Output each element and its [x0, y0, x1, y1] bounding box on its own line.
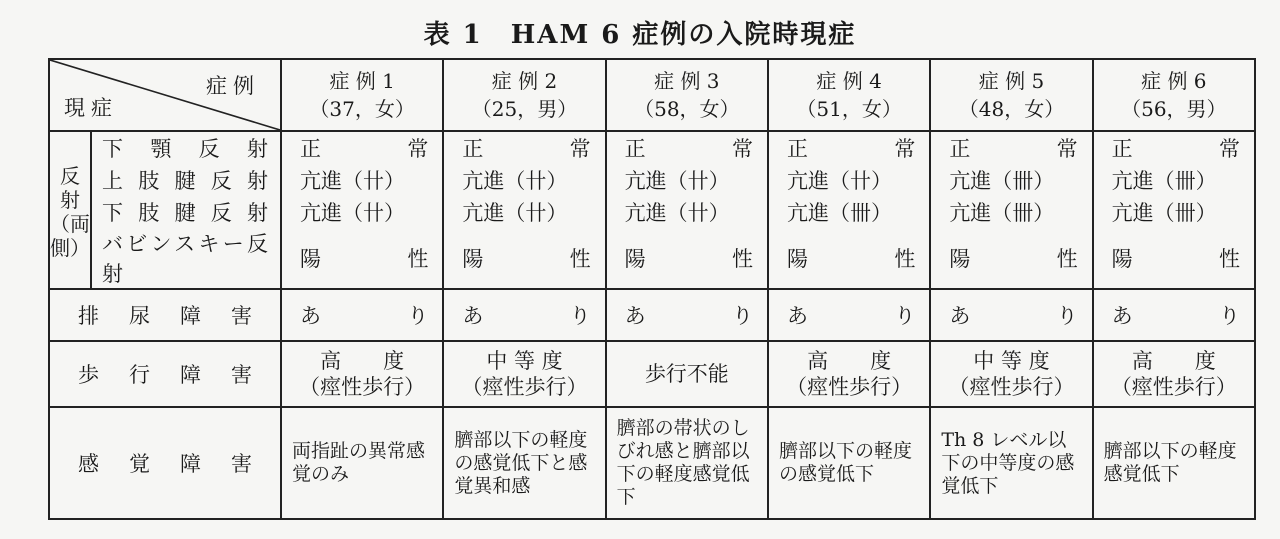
- reflex-value: 亢進（卄）: [281, 164, 443, 196]
- reflex-value: 陽 性: [1093, 228, 1255, 289]
- urination-value: あ り: [606, 289, 768, 341]
- reflex-label: 上肢腱反射: [91, 164, 281, 196]
- reflex-value: 亢進（卄）: [281, 196, 443, 228]
- gait-value: 中 等 度 （痙性歩行）: [443, 341, 605, 407]
- reflex-value: 亢進（卄）: [606, 196, 768, 228]
- reflex-value: 陽 性: [930, 228, 1092, 289]
- gait-value: 歩行不能: [606, 341, 768, 407]
- symptom-header-label: 現症: [64, 96, 118, 120]
- sensory-label: 感覚障害: [49, 407, 281, 519]
- sensory-value: 臍部以下の軽度感覚低下: [1093, 407, 1255, 519]
- table-row: [49, 341, 1255, 407]
- reflex-group-label: 反 射 （両 側）: [49, 131, 91, 289]
- reflex-value: 亢進（卄）: [443, 164, 605, 196]
- table-row: [49, 164, 1255, 196]
- gait-value: 中 等 度 （痙性歩行）: [930, 341, 1092, 407]
- reflex-value: 陽 性: [768, 228, 930, 289]
- urination-value: あ り: [768, 289, 930, 341]
- reflex-value: 正 常: [281, 131, 443, 164]
- reflex-value: 正 常: [930, 131, 1092, 164]
- reflex-value: 亢進（卌）: [768, 196, 930, 228]
- reflex-value: 亢進（卌）: [930, 164, 1092, 196]
- case-header-4: 症 例 4 （51，女）: [768, 59, 930, 131]
- reflex-value: 陽 性: [443, 228, 605, 289]
- corner-header: [49, 59, 281, 131]
- reflex-label: バビンスキー反射: [91, 228, 281, 289]
- reflex-value: 正 常: [768, 131, 930, 164]
- reflex-value: 陽 性: [281, 228, 443, 289]
- symptom-table: [48, 58, 1256, 520]
- table-row: [49, 289, 1255, 341]
- reflex-value: 亢進（卌）: [1093, 196, 1255, 228]
- reflex-value: 陽 性: [606, 228, 768, 289]
- gait-value: 高 度 （痙性歩行）: [768, 341, 930, 407]
- gait-value: 高 度 （痙性歩行）: [1093, 341, 1255, 407]
- table-title: 表 1 HAM 6 症例の入院時現症: [423, 20, 857, 50]
- reflex-value: 正 常: [606, 131, 768, 164]
- urination-value: あ り: [281, 289, 443, 341]
- table-row: [49, 131, 1255, 164]
- reflex-value: 亢進（卄）: [606, 164, 768, 196]
- reflex-value: 亢進（卌）: [1093, 164, 1255, 196]
- urination-value: あ り: [443, 289, 605, 341]
- table-row: [49, 196, 1255, 228]
- case-header-1: 症 例 1 （37，女）: [281, 59, 443, 131]
- case-header-3: 症 例 3 （58，女）: [606, 59, 768, 131]
- reflex-section: [49, 131, 1255, 289]
- case-header-6: 症 例 6 （56，男）: [1093, 59, 1255, 131]
- reflex-value: 正 常: [1093, 131, 1255, 164]
- sensory-value: 両指趾の異常感覚のみ: [281, 407, 443, 519]
- reflex-value: 亢進（卄）: [768, 164, 930, 196]
- reflex-label: 下顎反射: [91, 131, 281, 164]
- gait-value: 高 度 （痙性歩行）: [281, 341, 443, 407]
- sensory-value: 臍部以下の軽度の感覚低下と感覚異和感: [443, 407, 605, 519]
- gait-label: 歩行障害: [49, 341, 281, 407]
- table-row: [49, 407, 1255, 519]
- table-row: [49, 228, 1255, 289]
- urination-value: あ り: [1093, 289, 1255, 341]
- sensory-value: 臍部の帯状のしびれ感と臍部以下の軽度感覚低下: [606, 407, 768, 519]
- case-header-5: 症 例 5 （48，女）: [930, 59, 1092, 131]
- sensory-value: Th 8 レベル以下の中等度の感覚低下: [930, 407, 1092, 519]
- urination-label: 排尿障害: [49, 289, 281, 341]
- sensory-value: 臍部以下の軽度の感覚低下: [768, 407, 930, 519]
- case-header-2: 症 例 2 （25，男）: [443, 59, 605, 131]
- case-header-label: 症例: [206, 74, 260, 98]
- reflex-label: 下肢腱反射: [91, 196, 281, 228]
- reflex-value: 正 常: [443, 131, 605, 164]
- reflex-value: 亢進（卄）: [443, 196, 605, 228]
- reflex-value: 亢進（卌）: [930, 196, 1092, 228]
- urination-value: あ り: [930, 289, 1092, 341]
